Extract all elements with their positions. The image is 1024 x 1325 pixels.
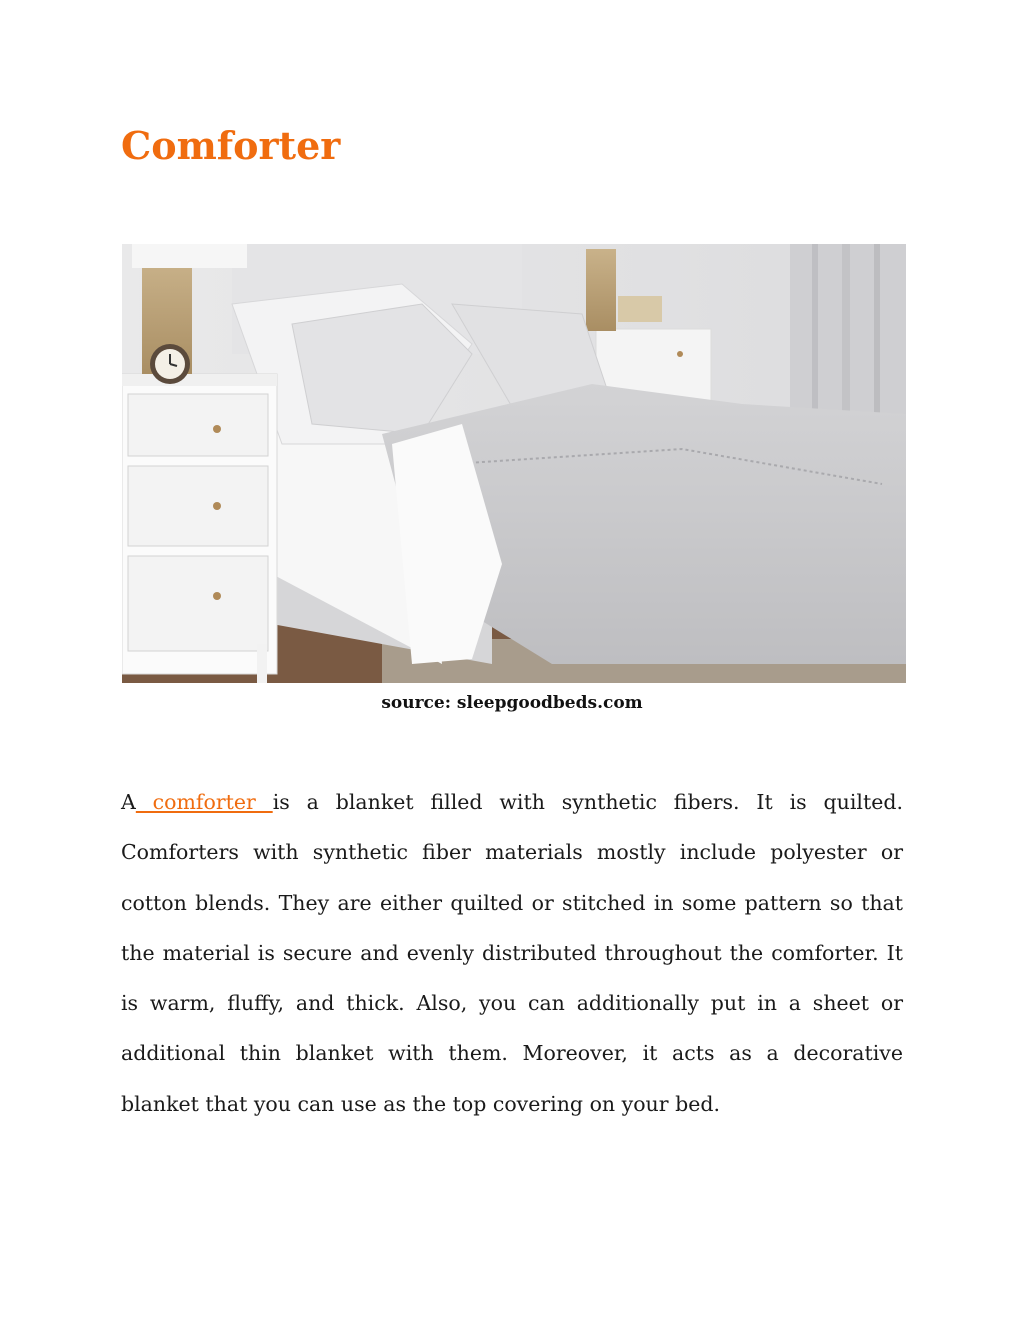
paragraph-text: is a blanket filled with synthetic fibers. It is quilted. Comforters with synthetic fiber materials mostly include polyester or cotton blends. They are either quilted or stitched in some pattern so that the material is secure and evenly distributed throughout the comforter. It is warm, fluffy, and thick. Also, you can additionally put in a sheet or additional thin blanket with them. Moreover, it acts as a decorative blanket that you can use as the top covering on your bed. xyxy=(121,790,903,1116)
page-title: Comforter xyxy=(121,123,341,168)
comforter-link[interactable]: comforter xyxy=(135,790,273,814)
paragraph-lead: A xyxy=(121,790,136,814)
bedroom-photo xyxy=(122,244,906,683)
image-caption: source: sleepgoodbeds.com xyxy=(381,693,643,713)
body-paragraph xyxy=(121,777,903,1129)
